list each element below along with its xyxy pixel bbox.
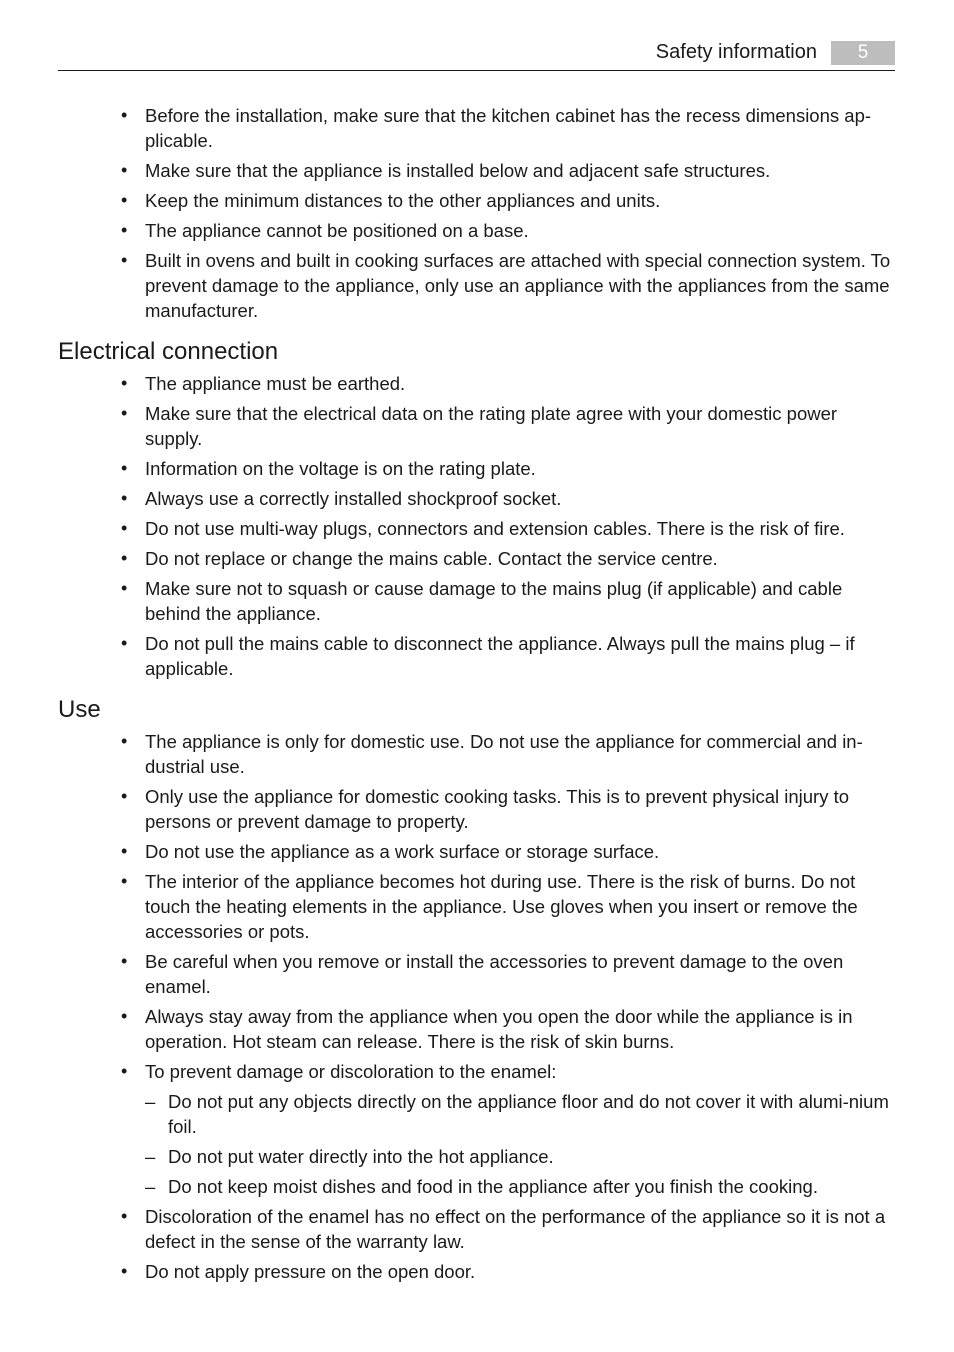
use-list — [58, 729, 895, 1284]
list-item: • Built in ovens and built in cooking surfaces are attached with special connection system. To prevent damage to the appliance, only use an appliance with the appliances from the same manufacturer. — [58, 248, 895, 323]
list-item: • Always use a correctly installed shockproof socket. — [58, 486, 895, 511]
list-item: • Do not replace or change the mains cable. Contact the service centre. — [58, 546, 895, 571]
list-item: • Do not use multi-way plugs, connectors and extension cables. There is the risk of fire. — [58, 516, 895, 541]
list-item: • Do not pull the mains cable to disconnect the appliance. Always pull the mains plug – if applicable. — [58, 631, 895, 681]
list-item: • The appliance is only for domestic use. Do not use the appliance for commercial and in-dustrial use. — [58, 729, 895, 779]
list-item: • Make sure that the appliance is installed below and adjacent safe structures. — [58, 158, 895, 183]
list-item: • Do not use the appliance as a work surface or storage surface. — [58, 839, 895, 864]
list-item: • Always stay away from the appliance when you open the door while the appliance is in operation. Hot steam can release. There is the risk of skin burns. — [58, 1004, 895, 1054]
enamel-sublist — [145, 1089, 895, 1199]
installation-list — [58, 103, 895, 323]
list-item: • The appliance must be earthed. — [58, 371, 895, 396]
page-header — [58, 36, 895, 71]
sub-list-item: – Do not put any objects directly on the appliance floor and do not cover it with alumi-nium foil. — [145, 1089, 895, 1139]
page-number: 5 — [831, 41, 895, 65]
list-item: • Make sure that the electrical data on the rating plate agree with your domestic power supply. — [58, 401, 895, 451]
list-item: • Discoloration of the enamel has no effect on the performance of the appliance so it is not a defect in the sense of the warranty law. — [58, 1204, 895, 1254]
list-item-enamel — [58, 1059, 895, 1199]
electrical-heading: Electrical connection — [58, 338, 279, 365]
header-title: Safety information — [655, 41, 817, 63]
use-heading: Use — [58, 696, 101, 723]
list-item: • Before the installation, make sure that the kitchen cabinet has the recess dimensions ap-plicable. — [58, 103, 895, 153]
list-item: • Make sure not to squash or cause damage to the mains plug (if applicable) and cable behind the appliance. — [58, 576, 895, 626]
list-item: • Keep the minimum distances to the other appliances and units. — [58, 188, 895, 213]
list-item: • The appliance cannot be positioned on a base. — [58, 218, 895, 243]
sub-list-item: – Do not keep moist dishes and food in the appliance after you finish the cooking. — [145, 1174, 895, 1199]
list-item: • Be careful when you remove or install the accessories to prevent damage to the oven enamel. — [58, 949, 895, 999]
list-item: • Do not apply pressure on the open door. — [58, 1259, 895, 1284]
electrical-list — [58, 371, 895, 681]
list-item-text: To prevent damage or discoloration to the enamel: — [145, 1061, 557, 1082]
page-content — [58, 103, 895, 1289]
list-item: • The interior of the appliance becomes hot during use. There is the risk of burns. Do not touch the heating elements in the appliance. Use gloves when you insert or remove the accessories or pots. — [58, 869, 895, 944]
list-item: • Only use the appliance for domestic cooking tasks. This is to prevent physical injury to persons or prevent damage to property. — [58, 784, 895, 834]
list-item: • Information on the voltage is on the rating plate. — [58, 456, 895, 481]
sub-list-item: – Do not put water directly into the hot appliance. — [145, 1144, 895, 1169]
